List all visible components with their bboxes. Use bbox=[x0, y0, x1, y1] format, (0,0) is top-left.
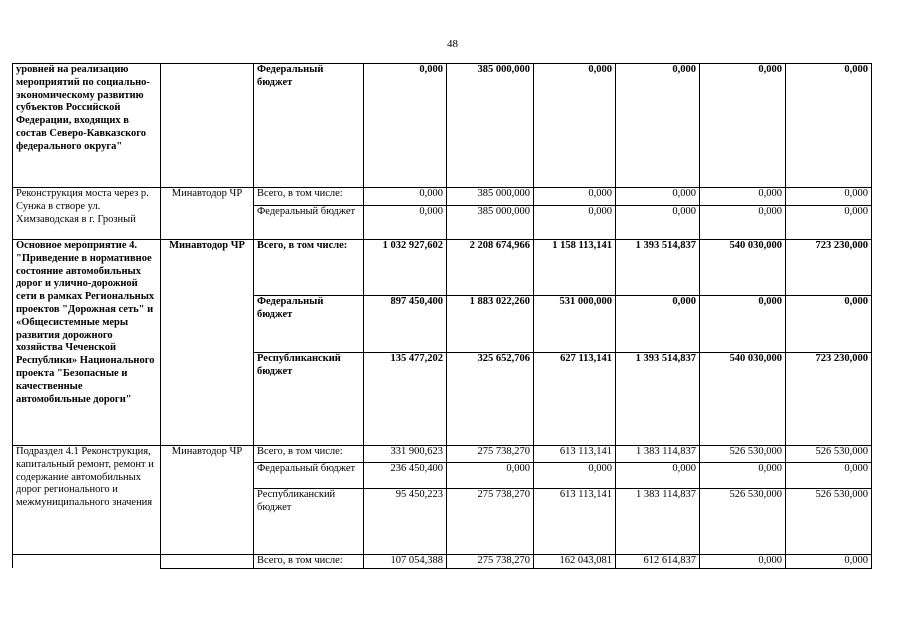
amount-cell: 0,000 bbox=[786, 64, 872, 188]
amount-cell: 0,000 bbox=[786, 188, 872, 206]
responsible-organization: Минавтодор ЧР bbox=[161, 240, 254, 446]
funding-source: Федеральный бюджет bbox=[254, 64, 364, 188]
table-row bbox=[13, 555, 872, 569]
amount-cell: 0,000 bbox=[700, 463, 786, 489]
amount-cell: 0,000 bbox=[700, 64, 786, 188]
amount-cell: 0,000 bbox=[700, 206, 786, 240]
amount-cell: 0,000 bbox=[700, 296, 786, 353]
amount-cell: 162 043,081 bbox=[534, 555, 616, 569]
amount-cell: 135 477,202 bbox=[364, 353, 447, 446]
responsible-organization: Минавтодор ЧР bbox=[161, 446, 254, 555]
amount-cell: 0,000 bbox=[700, 555, 786, 569]
section-description: Реконструкция моста через р. Сунжа в створе ул. Химзаводская в г. Грозный bbox=[13, 188, 161, 240]
amount-cell: 723 230,000 bbox=[786, 353, 872, 446]
amount-cell: 0,000 bbox=[786, 296, 872, 353]
funding-source: Всего, в том числе: bbox=[254, 446, 364, 463]
section-description bbox=[13, 555, 161, 569]
amount-cell: 526 530,000 bbox=[700, 489, 786, 555]
amount-cell: 385 000,000 bbox=[447, 64, 534, 188]
amount-cell: 613 113,141 bbox=[534, 446, 616, 463]
amount-cell: 526 530,000 bbox=[786, 489, 872, 555]
amount-cell: 612 614,837 bbox=[616, 555, 700, 569]
amount-cell: 1 883 022,260 bbox=[447, 296, 534, 353]
funding-source: Федеральный бюджет bbox=[254, 206, 364, 240]
table-row bbox=[13, 240, 872, 296]
amount-cell: 275 738,270 bbox=[447, 555, 534, 569]
section-description: Основное мероприятие 4. "Приведение в нормативное состояние автомобильных дорог и улично-дорожной сети в рамках Региональных проектов "Дорожная сеть" и «Общесистемные меры развития дорожного хозяйства Чеченской Республики» Национального проекта "Безопасные и качественные автомобильные дороги" bbox=[13, 240, 161, 446]
table-row bbox=[13, 446, 872, 463]
amount-cell: 0,000 bbox=[616, 188, 700, 206]
amount-cell: 1 383 114,837 bbox=[616, 446, 700, 463]
responsible-organization bbox=[161, 64, 254, 188]
amount-cell: 0,000 bbox=[447, 463, 534, 489]
amount-cell: 526 530,000 bbox=[700, 446, 786, 463]
amount-cell: 236 450,400 bbox=[364, 463, 447, 489]
funding-source: Всего, в том числе: bbox=[254, 555, 364, 569]
amount-cell: 1 393 514,837 bbox=[616, 240, 700, 296]
amount-cell: 0,000 bbox=[534, 64, 616, 188]
amount-cell: 0,000 bbox=[364, 188, 447, 206]
funding-source: Республиканский бюджет bbox=[254, 353, 364, 446]
amount-cell: 0,000 bbox=[534, 188, 616, 206]
amount-cell: 385 000,000 bbox=[447, 206, 534, 240]
amount-cell: 95 450,223 bbox=[364, 489, 447, 555]
amount-cell: 897 450,400 bbox=[364, 296, 447, 353]
funding-source: Федеральный бюджет bbox=[254, 463, 364, 489]
responsible-organization bbox=[161, 555, 254, 569]
amount-cell: 613 113,141 bbox=[534, 489, 616, 555]
funding-source: Федеральный бюджет bbox=[254, 296, 364, 353]
amount-cell: 0,000 bbox=[616, 296, 700, 353]
amount-cell: 0,000 bbox=[616, 206, 700, 240]
amount-cell: 1 158 113,141 bbox=[534, 240, 616, 296]
amount-cell: 0,000 bbox=[616, 64, 700, 188]
amount-cell: 1 032 927,602 bbox=[364, 240, 447, 296]
responsible-organization: Минавтодор ЧР bbox=[161, 188, 254, 240]
funding-source: Всего, в том числе: bbox=[254, 240, 364, 296]
amount-cell: 0,000 bbox=[616, 463, 700, 489]
budget-table bbox=[12, 63, 872, 569]
funding-source: Республиканский бюджет bbox=[254, 489, 364, 555]
amount-cell: 1 393 514,837 bbox=[616, 353, 700, 446]
amount-cell: 540 030,000 bbox=[700, 353, 786, 446]
amount-cell: 627 113,141 bbox=[534, 353, 616, 446]
amount-cell: 385 000,000 bbox=[447, 188, 534, 206]
amount-cell: 0,000 bbox=[534, 463, 616, 489]
amount-cell: 325 652,706 bbox=[447, 353, 534, 446]
budget-table-body bbox=[13, 64, 872, 569]
amount-cell: 2 208 674,966 bbox=[447, 240, 534, 296]
amount-cell: 0,000 bbox=[364, 64, 447, 188]
amount-cell: 0,000 bbox=[786, 463, 872, 489]
section-description: Подраздел 4.1 Реконструкция, капитальный ремонт, ремонт и содержание автомобильных дорог регионального и межмуниципального значения bbox=[13, 446, 161, 555]
amount-cell: 0,000 bbox=[534, 206, 616, 240]
amount-cell: 1 383 114,837 bbox=[616, 489, 700, 555]
amount-cell: 275 738,270 bbox=[447, 489, 534, 555]
page-number: 48 bbox=[447, 38, 458, 50]
table-row bbox=[13, 64, 872, 188]
amount-cell: 107 054,388 bbox=[364, 555, 447, 569]
amount-cell: 531 000,000 bbox=[534, 296, 616, 353]
funding-source: Всего, в том числе: bbox=[254, 188, 364, 206]
amount-cell: 331 900,623 bbox=[364, 446, 447, 463]
amount-cell: 526 530,000 bbox=[786, 446, 872, 463]
amount-cell: 275 738,270 bbox=[447, 446, 534, 463]
section-description: уровней на реализацию мероприятий по социально-экономическому развитию субъектов Российской Федерации, входящих в состав Северо-Кавказского федерального округа" bbox=[13, 64, 161, 188]
amount-cell: 0,000 bbox=[700, 188, 786, 206]
amount-cell: 540 030,000 bbox=[700, 240, 786, 296]
amount-cell: 723 230,000 bbox=[786, 240, 872, 296]
amount-cell: 0,000 bbox=[786, 206, 872, 240]
table-row bbox=[13, 188, 872, 206]
amount-cell: 0,000 bbox=[786, 555, 872, 569]
amount-cell: 0,000 bbox=[364, 206, 447, 240]
